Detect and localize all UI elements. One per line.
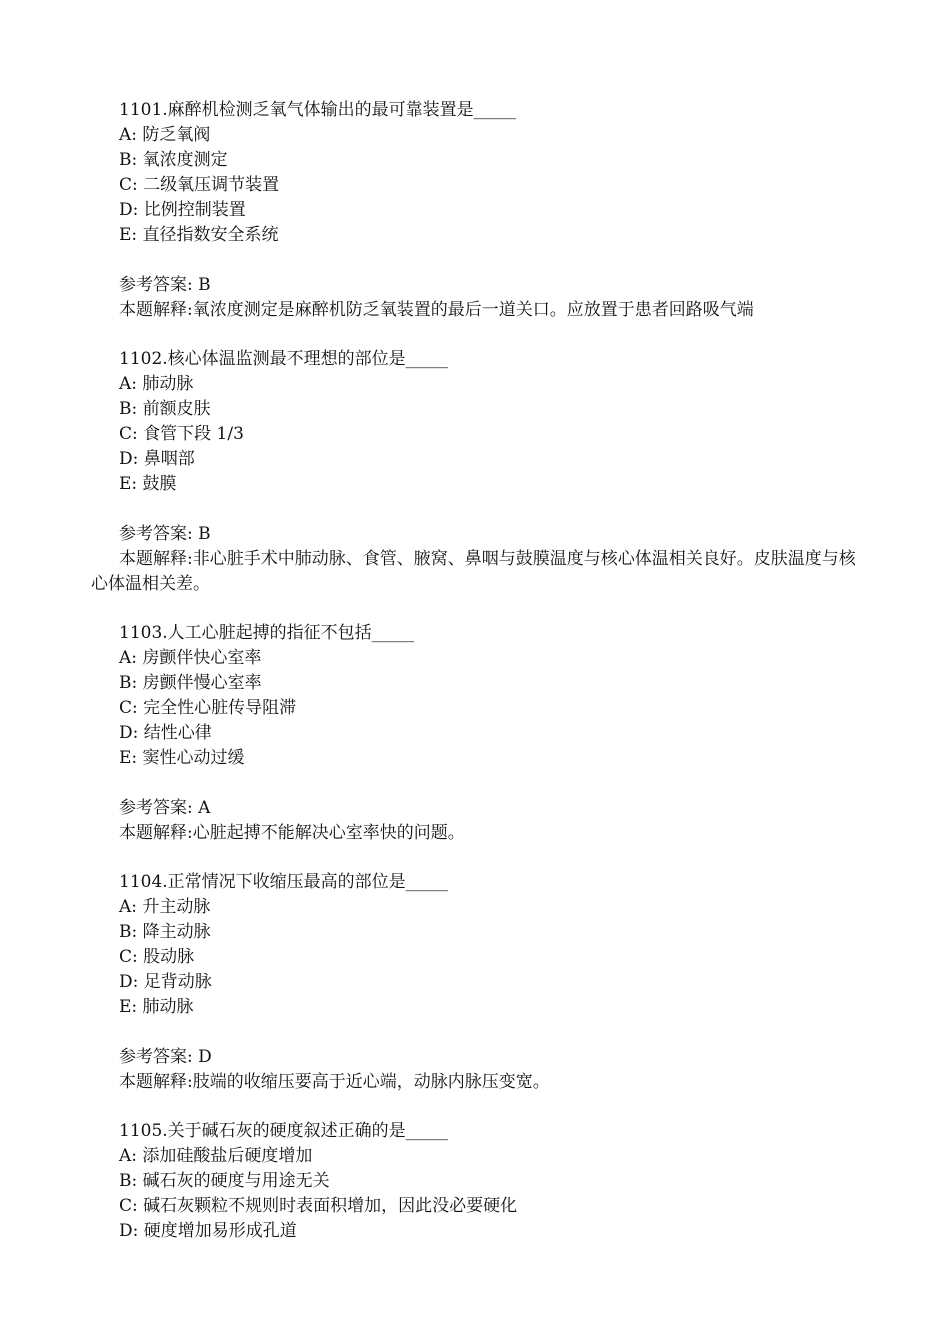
option-e: E: 窦性心动过缓: [119, 748, 245, 768]
option-a: A: 防乏氧阀: [119, 125, 211, 145]
question-stem: 1101.麻醉机检测乏氧气体输出的最可靠装置是_____: [119, 100, 517, 120]
question-1103: [91, 621, 863, 846]
option-d: D: 比例控制装置: [119, 200, 246, 220]
option-a: A: 升主动脉: [119, 897, 211, 917]
question-1105: [91, 1119, 863, 1244]
option-a: A: 房颤伴快心室率: [119, 648, 262, 668]
option-d: D: 结性心律: [119, 723, 212, 743]
option-d: D: 足背动脉: [119, 972, 212, 992]
question-stem: 1105.关于碱石灰的硬度叙述正确的是_____: [119, 1121, 449, 1141]
option-c: C: 股动脉: [119, 947, 195, 967]
question-1102: [91, 347, 863, 597]
reference-answer: 参考答案: D: [119, 1047, 212, 1067]
reference-answer: 参考答案: B: [119, 275, 211, 295]
option-a: A: 肺动脉: [119, 374, 194, 394]
option-b: B: 房颤伴慢心室率: [119, 673, 262, 693]
explanation: 本题解释:心脏起搏不能解决心室率快的问题。: [119, 823, 465, 843]
option-b: B: 降主动脉: [119, 922, 211, 942]
question-1104: [91, 870, 863, 1095]
question-1101: [91, 98, 863, 323]
option-c: C: 碱石灰颗粒不规则时表面积增加，因此没必要硬化: [119, 1196, 518, 1216]
option-e: E: 鼓膜: [119, 474, 177, 494]
question-stem: 1104.正常情况下收缩压最高的部位是_____: [119, 872, 449, 892]
option-c: C: 食管下段 1/3: [119, 424, 244, 444]
option-b: B: 氧浓度测定: [119, 150, 228, 170]
question-list: [91, 98, 863, 1268]
option-d: D: 鼻咽部: [119, 449, 195, 469]
explanation: 本题解释:氧浓度测定是麻醉机防乏氧装置的最后一道关口。应放置于患者回路吸气端: [119, 300, 754, 320]
reference-answer: 参考答案: B: [119, 524, 211, 544]
question-stem: 1103.人工心脏起搏的指征不包括_____: [119, 623, 415, 643]
option-d: D: 硬度增加易形成孔道: [119, 1221, 297, 1241]
option-e: E: 直径指数安全系统: [119, 225, 279, 245]
option-b: B: 前额皮肤: [119, 399, 211, 419]
option-a: A: 添加硅酸盐后硬度增加: [119, 1146, 313, 1166]
explanation: 本题解释:肢端的收缩压要高于近心端，动脉内脉压变宽。: [119, 1072, 550, 1092]
option-e: E: 肺动脉: [119, 997, 194, 1017]
reference-answer: 参考答案: A: [119, 798, 211, 818]
question-stem: 1102.核心体温监测最不理想的部位是_____: [119, 349, 449, 369]
option-c: C: 二级氧压调节装置: [119, 175, 280, 195]
option-c: C: 完全性心脏传导阻滞: [119, 698, 297, 718]
explanation: 本题解释:非心脏手术中肺动脉、食管、腋窝、鼻咽与鼓膜温度与核心体温相关良好。皮肤温度与核心体温相关差。: [91, 549, 856, 594]
option-b: B: 碱石灰的硬度与用途无关: [119, 1171, 330, 1191]
